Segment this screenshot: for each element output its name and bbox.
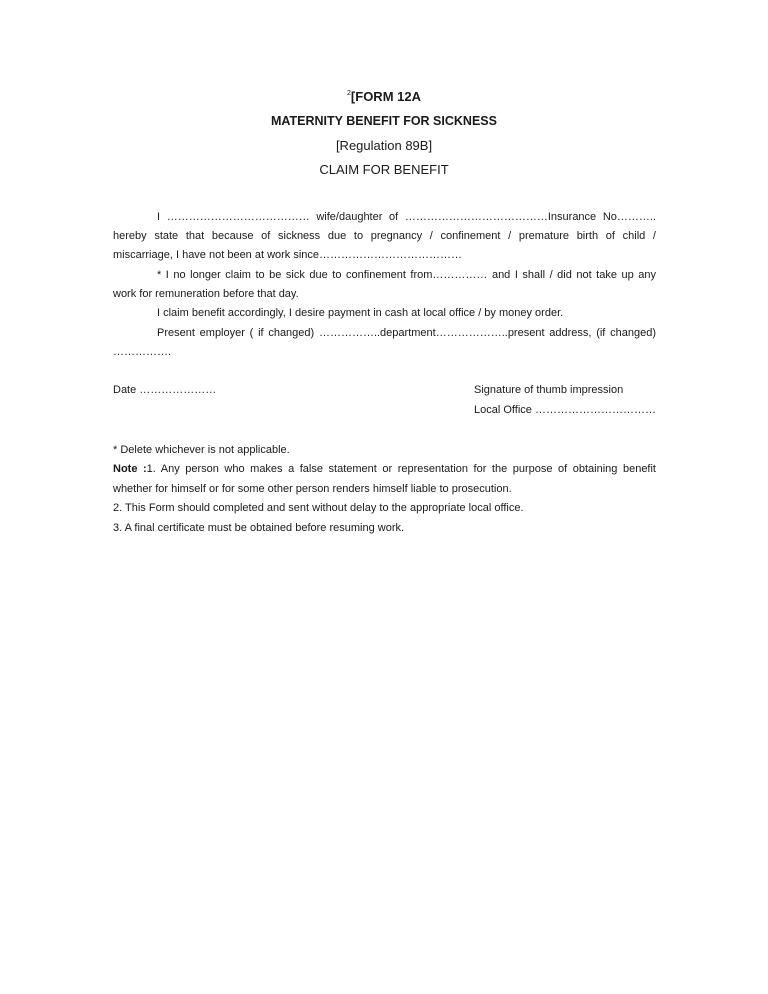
- local-office-field: Local Office ……………………………: [474, 404, 656, 416]
- note-label: Note :: [113, 463, 147, 475]
- body-line-remuneration: work for remuneration before that day.: [113, 288, 299, 300]
- date-field: Date …………………: [113, 384, 217, 396]
- body-line-address-blank: …………….: [113, 346, 172, 358]
- form-number: [0, 89, 768, 104]
- body-line-statement: hereby state that because of sickness due to pregnancy / confinement / premature birth of child /: [113, 230, 656, 242]
- body-line-since: miscarriage, I have not been at work since…………………………………: [113, 249, 463, 261]
- body-line-payment: I claim benefit accordingly, I desire payment in cash at local office / by money order.: [157, 307, 564, 319]
- note-1: [113, 462, 656, 476]
- delete-note: * Delete whichever is not applicable.: [113, 444, 290, 456]
- note-1-text: 1. Any person who makes a false statement or representation for the purpose of obtaining benefit: [146, 463, 656, 475]
- body-line-employer: Present employer ( if changed) ……………..department………………..present address, (if changed): [157, 327, 656, 339]
- note-1-continued: whether for himself or for some other person renders himself liable to prosecution.: [113, 483, 512, 495]
- body-line-name: I ………………………………… wife/daughter of …………………………………Insurance No………..: [157, 211, 656, 223]
- form-title: MATERNITY BENEFIT FOR SICKNESS: [271, 114, 497, 128]
- note-3: 3. A final certificate must be obtained before resuming work.: [113, 522, 405, 534]
- regulation-reference: [Regulation 89B]: [335, 138, 433, 153]
- note-2: 2. This Form should completed and sent without delay to the appropriate local office.: [113, 502, 524, 514]
- form-number-text: [FORM 12A: [350, 89, 421, 104]
- body-line-confinement: * I no longer claim to be sick due to confinement from…………… and I shall / did not take up any: [157, 269, 656, 281]
- footnote-marker: 2: [347, 89, 351, 97]
- signature-label: Signature of thumb impression: [474, 384, 624, 396]
- claim-title: CLAIM FOR BENEFIT: [319, 162, 449, 177]
